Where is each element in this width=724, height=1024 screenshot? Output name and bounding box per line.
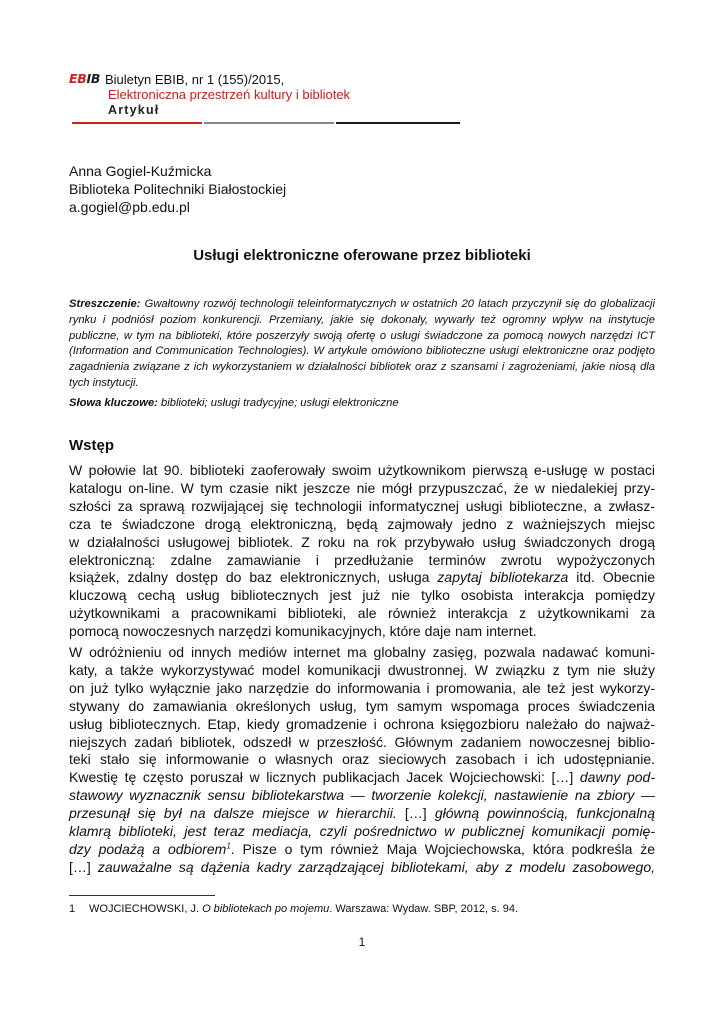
author-email: a.gogiel@pb.edu.pl — [69, 199, 190, 215]
abstract — [69, 297, 655, 392]
author-name: Anna Gogiel-Kuźmicka — [69, 163, 212, 179]
footnote-separator — [69, 895, 215, 896]
abstract-text: Gwałtowny rozwój technologii teleinformatycznych w ostatnich 20 latach przyczynił się do globalizacji rynku i podniósł poziom konkurencji. Przemiany, jakie się dokonały, wywarły też ogromny wpływ na instytucje publiczne, w tym na biblioteki, które poszerzyły swoją ofertę o usługi świadczone za pomocą nowych narzędzi ICT (Information and Communication Technologies). W artykule omówiono biblioteczne usługi elektroniczne oraz podjęto zagadnienia związane z ich wykorzystaniem w działalności bibliotek oraz z szansami i zagrożeniami, jakie niosą dla tych instytucji. — [69, 298, 656, 389]
paragraph-1: W połowie lat 90. biblioteki zaoferowały swoim użytkownikom pierwszą e-usługę w postaci katalogu on-line. W tym czasie nikt jeszcze nie mógł przypuszczać, że w niedalekiej przy- szłości za sprawą rozwijającej się technologii informatycznej usługi biblioteczne, a zwłasz- cza te świadczone drogą elektroniczną, będą zajmowały jedno z ważniejszych miejsc w działalności usługowej bibliotek. Z roku na rok przybywało usług świadczonych drogą elektroniczną: zdalne zamawianie i przedłużanie terminów zwrotu wypożyczonych książek, zdalny dostęp do baz elektronicznych, usługa zapytaj bibliotekarza itd. Obecnie kluczową cechą usług bibliotecznych jest już nie tylko osobista interakcja pomiędzy użytkownikami a pracownikami biblioteki, ale również interakcja z użytkownikami za pomocą nowoczesnych narzędzi komunikacyjnych, które daje nam internet. — [69, 462, 656, 640]
header-rule-black — [336, 122, 460, 124]
article-type: Artykuł — [108, 103, 160, 117]
keywords-label: Słowa kluczowe: — [69, 397, 158, 409]
header-rule-red — [72, 122, 202, 124]
section-heading: Wstęp — [69, 437, 114, 454]
abstract-label: Streszczenie: — [69, 298, 141, 310]
footnote-ref[interactable]: 1 — [226, 841, 231, 851]
author-affiliation: Biblioteka Politechniki Białostockiej — [69, 181, 287, 197]
page-number: 1 — [358, 935, 366, 949]
footnote: 1 WOJCIECHOWSKI, J. O bibliotekach po mojemu. Warszawa: Wydaw. SBP, 2012, s. 94. — [69, 903, 519, 915]
journal-issue: Biuletyn EBIB, nr 1 (155)/2015, — [105, 72, 285, 87]
keywords — [69, 397, 655, 409]
paragraph-2: W odróżnieniu od innych mediów internet ma globalny zasięg, pozwala nadawać komuni- katy, a także wykorzystywać model komunikacji dwustronnej. W związku z tym nie służy on już tylko wyłącznie jako narzędzie do informowania i promowania, ale też jest wykorzy- stywany do zamawiania określonych usług, tym samym wspomaga proces świadczenia usług bibliotecznych. Etap, kiedy gromadzenie i ochrona księgozbioru należało do najważ- niejszych zadań bibliotek, odszedł w przeszłość. Głównym zadaniem nowoczesnej biblio- teki stało się informowanie o własnych oraz sieciowych zasobach i ich udostępnianie. Kwestię tę często poruszał w licznych publikacjach Jacek Wojciechowski: […] dawny pod- stawowy wyznacznik sensu bibliotekarstwa — tworzenie kolekcji, nastawienie na zbiory — przesunął się był na dalsze miejsce w hierarchii. […] główną powinnością, funkcjonalną klamrą biblioteki, jest teraz mediacja, czyli pośrednictwo w publicznej komunikacji pomię- dzy podażą a odbiorem$^1$. Pisze o tym również Maja Wojciechowska, która podkreśla że […] zauważalne są dążenia kadry zarządzającej bibliotekami, aby z modelu zasobowego, — [69, 644, 656, 875]
keywords-text: biblioteki; usługi tradycyjne; usługi elektroniczne — [161, 397, 399, 409]
author-block — [69, 162, 286, 216]
ebib-logo: EBIB — [69, 71, 101, 86]
header-rule-gray — [204, 122, 334, 124]
article-title: Usługi elektroniczne oferowane przez biblioteki — [193, 247, 531, 264]
journal-subtitle: Elektroniczna przestrzeń kultury i bibliotek — [108, 87, 351, 102]
